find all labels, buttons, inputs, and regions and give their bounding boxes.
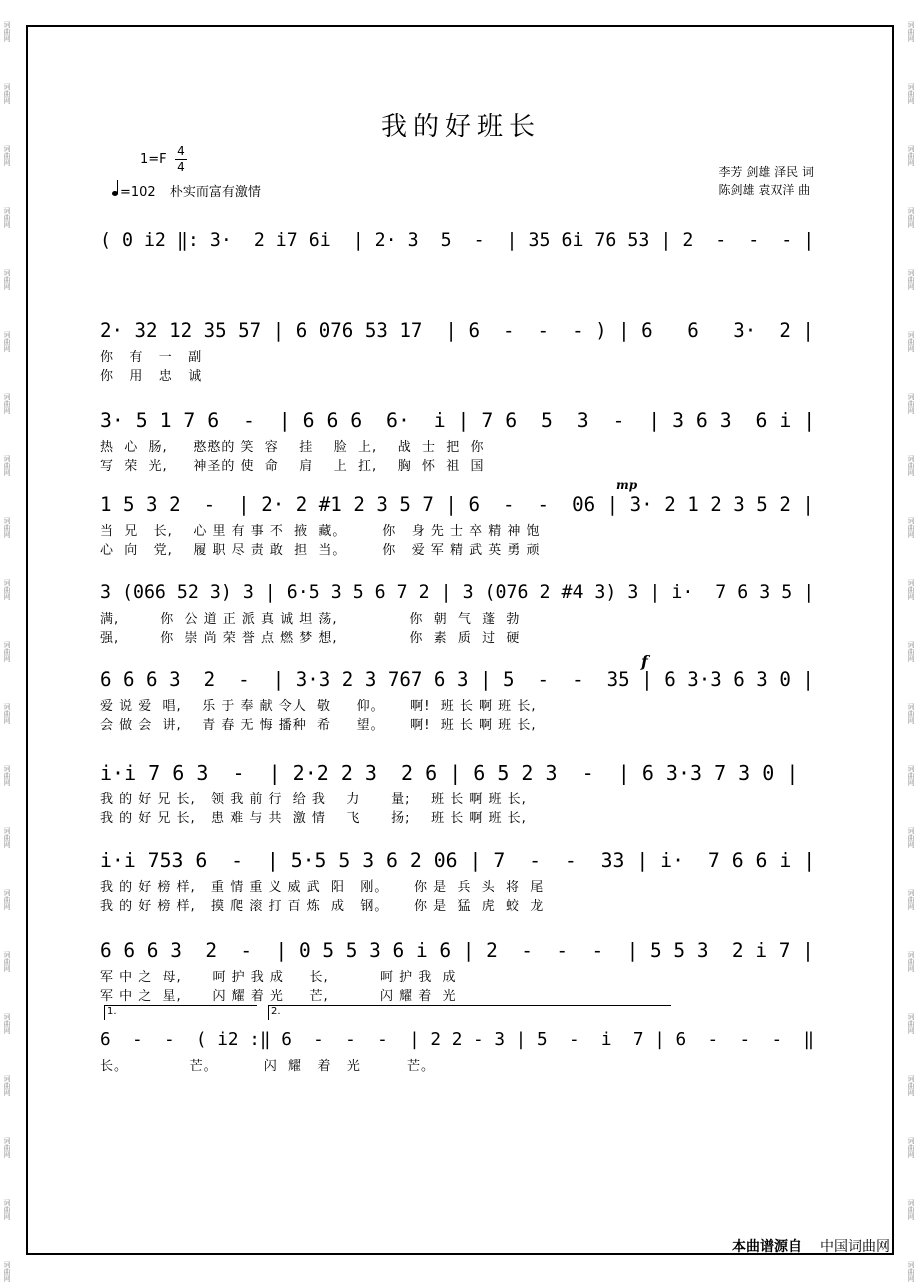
time-signature xyxy=(175,145,187,174)
watermark-text: 词曲网 xyxy=(907,1136,915,1158)
notation-line: ( 0 i2 ‖: 3· 2 i7 6i | 2· 3 5 - | 35 6i 76 53 | 2 - - - | xyxy=(100,230,815,251)
watermark-text: 词曲网 xyxy=(3,702,11,724)
watermark-text: 词曲网 xyxy=(907,702,915,724)
watermark-text: 词曲网 xyxy=(907,764,915,786)
watermark-text: 词曲网 xyxy=(907,826,915,848)
lyrics-line-2: 强, 你 崇 尚 荣 誉 点 燃 梦 想, 你 素 质 过 硬 xyxy=(100,631,521,646)
notation-line: 6 6 6 3 2 - | 0 5 5 3 6 i 6 | 2 - - - | 5 5 3 2 i 7 | xyxy=(100,939,814,962)
lyrics-line-2: 我 的 好 兄 长, 患 难 与 共 激 情 飞 扬; 班 长 啊 班 长, xyxy=(100,811,527,826)
lyrics-line-1: 你 有 一 副 xyxy=(100,350,203,365)
notation-line: i·i 753 6 - | 5·5 5 3 6 2 06 | 7 - - 33 | i· 7 6 6 i | xyxy=(100,849,816,872)
watermark-text: 词曲网 xyxy=(3,578,11,600)
notation-line: 3 (066 52 3) 3 | 6·5 3 5 6 7 2 | 3 (076 2 #4 3) 3 | i· 7 6 3 5 | xyxy=(100,582,815,603)
notation-line: i·i 7 6 3 - | 2·2 2 3 2 6 | 6 5 2 3 - | 6 3·3 7 3 0 | xyxy=(100,761,799,785)
lyrics-line-1: 我 的 好 兄 长, 领 我 前 行 给 我 力 量; 班 长 啊 班 长, xyxy=(100,792,527,807)
tempo-marking xyxy=(112,181,261,200)
watermark-text: 词曲网 xyxy=(907,20,915,42)
watermark-text: 词曲网 xyxy=(907,206,915,228)
notation-line: 6 6 6 3 2 - | 3·3 2 3 767 6 3 | 5 - - 35 | 6 3·3 6 3 0 | xyxy=(100,668,814,691)
second-ending-bracket: 2. xyxy=(268,1005,671,1020)
watermark-text: 词曲网 xyxy=(3,82,11,104)
lyrics-line-1: 热 心 肠, 憨憨的 笑 容 挂 脸 上, 战 士 把 你 xyxy=(100,440,485,455)
watermark-text: 词曲网 xyxy=(3,1198,11,1220)
lyrics-line-1: 长。 芒。 闪 耀 着 光 芒。 xyxy=(100,1059,436,1074)
watermark-text: 词曲网 xyxy=(907,82,915,104)
source-label: 本曲谱源自 xyxy=(732,1239,802,1255)
lyrics-line-2: 写 荣 光, 神圣的 使 命 肩 上 扛, 胸 怀 祖 国 xyxy=(100,459,485,474)
key-signature: 1=F xyxy=(140,152,167,167)
notation-line: 3· 5 1 7 6 - | 6 6 6 6· i | 7 6 5 3 - | 3 6 3 6 i | xyxy=(100,409,816,432)
first-ending-bracket: 1. xyxy=(104,1005,257,1020)
watermark-text: 词曲网 xyxy=(907,454,915,476)
watermark-text: 词曲网 xyxy=(3,950,11,972)
lyrics-line-2: 我 的 好 榜 样, 摸 爬 滚 打 百 炼 成 钢。 你 是 猛 虎 蛟 龙 xyxy=(100,899,545,914)
quarter-note-icon xyxy=(112,191,118,196)
lyricists: 李芳 剑雄 泽民 词 xyxy=(718,165,814,179)
watermark-text: 词曲网 xyxy=(3,144,11,166)
watermark-text: 词曲网 xyxy=(907,1012,915,1034)
notation-line: 2· 32 12 35 57 | 6 076 53 17 | 6 - - - ) | 6 6 3· 2 | xyxy=(100,319,814,342)
watermark-text: 词曲网 xyxy=(3,1074,11,1096)
dynamic-mp: mp xyxy=(616,478,638,492)
notation-line: 6 - - ( i2 :‖ 6 - - - | 2 2 - 3 | 5 - i 7 | 6 - - - ‖ xyxy=(100,1030,815,1050)
watermark-text: 词曲网 xyxy=(3,392,11,414)
lyrics-line-1: 我 的 好 榜 样, 重 情 重 义 威 武 阳 刚。 你 是 兵 头 将 尾 xyxy=(100,880,545,895)
watermark-text: 词曲网 xyxy=(3,1136,11,1158)
watermark-text: 词曲网 xyxy=(907,516,915,538)
dynamic-f: f xyxy=(641,652,648,671)
watermark-text: 词曲网 xyxy=(3,330,11,352)
watermark-text: 词曲网 xyxy=(3,1260,11,1282)
lyrics-line-2: 心 向 党, 履 职 尽 责 敢 担 当。 你 爱 军 精 武 英 勇 顽 xyxy=(100,543,541,558)
tempo-value: =102 xyxy=(120,185,156,200)
lyrics-line-1: 当 兄 长, 心 里 有 事 不 掖 藏。 你 身 先 士 卒 精 神 饱 xyxy=(100,524,541,539)
watermark-text: 词曲网 xyxy=(907,1260,915,1282)
time-signature-top: 4 xyxy=(177,144,185,158)
watermark-text: 词曲网 xyxy=(3,268,11,290)
watermark-text: 词曲网 xyxy=(3,826,11,848)
footer xyxy=(714,1236,890,1256)
watermark-text: 词曲网 xyxy=(3,640,11,662)
time-signature-bottom: 4 xyxy=(177,160,185,174)
watermark-text: 词曲网 xyxy=(907,144,915,166)
watermark-text: 词曲网 xyxy=(907,392,915,414)
watermark-strip-right xyxy=(906,0,920,1283)
notation-line: 1 5 3 2 - | 2· 2 #1 2 3 5 7 | 6 - - 06 | 3· 2 1 2 3 5 2 | xyxy=(100,493,814,516)
watermark-text: 词曲网 xyxy=(3,20,11,42)
watermark-text: 词曲网 xyxy=(3,1012,11,1034)
watermark-text: 词曲网 xyxy=(3,454,11,476)
watermark-text: 词曲网 xyxy=(907,578,915,600)
lyrics-line-1: 爱 说 爱 唱, 乐 于 奉 献 令人 敬 仰。 啊! 班 长 啊 班 长, xyxy=(100,699,537,714)
watermark-text: 词曲网 xyxy=(907,1074,915,1096)
watermark-text: 词曲网 xyxy=(3,888,11,910)
song-title: 我的好班长 xyxy=(380,112,541,142)
watermark-text: 词曲网 xyxy=(907,1198,915,1220)
watermark-text: 词曲网 xyxy=(3,764,11,786)
watermark-text: 词曲网 xyxy=(3,206,11,228)
credits xyxy=(719,163,814,199)
source-site: 中国词曲网 xyxy=(820,1239,890,1255)
lyrics-line-2: 你 用 忠 诚 xyxy=(100,369,203,384)
composers: 陈剑雄 袁双洋 曲 xyxy=(718,183,811,197)
lyrics-line-1: 满, 你 公 道 正 派 真 诚 坦 荡, 你 朝 气 蓬 勃 xyxy=(100,612,521,627)
watermark-text: 词曲网 xyxy=(907,640,915,662)
watermark-text: 词曲网 xyxy=(3,516,11,538)
watermark-text: 词曲网 xyxy=(907,330,915,352)
watermark-text: 词曲网 xyxy=(907,888,915,910)
watermark-strip-left xyxy=(2,0,16,1283)
watermark-text: 词曲网 xyxy=(907,268,915,290)
lyrics-line-1: 军 中 之 母, 呵 护 我 成 长, 呵 护 我 成 xyxy=(100,970,457,985)
watermark-text: 词曲网 xyxy=(907,950,915,972)
lyrics-line-2: 会 做 会 讲, 青 春 无 悔 播种 希 望。 啊! 班 长 啊 班 长, xyxy=(100,718,537,733)
lyrics-line-2: 军 中 之 星, 闪 耀 着 光 芒, 闪 耀 着 光 xyxy=(100,989,457,1004)
expression-marking: 朴实而富有激情 xyxy=(169,185,261,200)
